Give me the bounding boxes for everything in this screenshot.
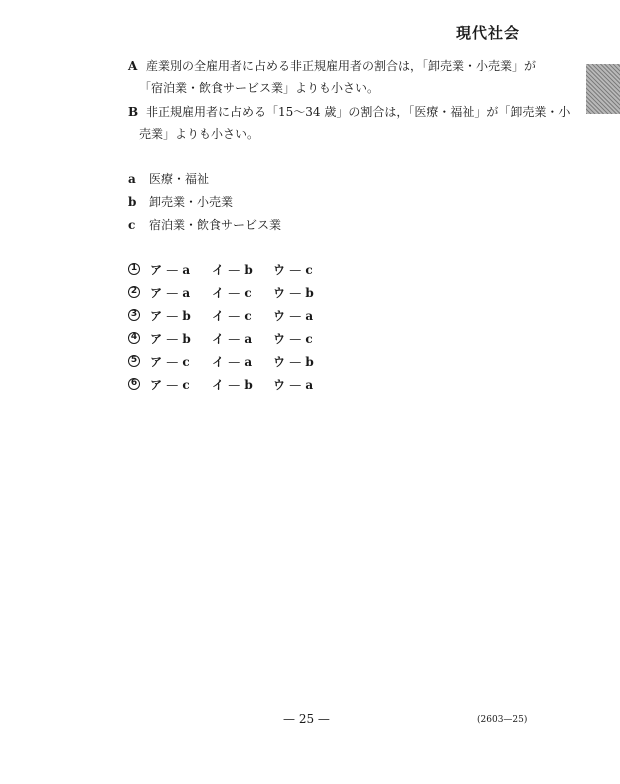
item-label: a [128, 172, 136, 186]
item-text: 宿泊業・飲食サービス業 [149, 218, 282, 232]
item-text: 医療・福祉 [149, 172, 210, 186]
item-label: c [128, 218, 136, 232]
pair-u: ウ — c [273, 263, 313, 277]
pair-a: ア — b [150, 309, 191, 323]
pair-i: イ — c [212, 309, 252, 323]
statement-a [128, 55, 536, 77]
option-number-circle: 3 [128, 309, 140, 321]
item-c [128, 215, 281, 235]
pair-a: ア — c [150, 378, 190, 392]
option-number-circle: 1 [128, 263, 140, 275]
statement-text: 非正規雇用者に占める「15〜34 歳」の割合は，「医療・福祉」が「卸売業・小 [146, 105, 571, 119]
pair-a: ア — a [150, 286, 191, 300]
pair-i: イ — b [212, 378, 253, 392]
pair-u: ウ — b [273, 355, 314, 369]
pair-i: イ — a [212, 355, 253, 369]
pair-i: イ — c [212, 286, 252, 300]
pair-u: ウ — a [273, 309, 314, 323]
pair-u: ウ — a [273, 378, 314, 392]
statement-text: 産業別の全雇用者に占める非正規雇用者の割合は，「卸売業・小売業」が [146, 59, 537, 73]
pair-i: イ — b [212, 263, 253, 277]
option-number-circle: 4 [128, 332, 140, 344]
statement-label: B [128, 105, 139, 119]
pair-a: ア — b [150, 332, 191, 346]
item-text: 卸売業・小売業 [149, 195, 234, 209]
statement-b [128, 101, 570, 123]
pair-i: イ — a [212, 332, 253, 346]
option-number-circle: 6 [128, 378, 140, 390]
page-number: — 25 — [283, 712, 330, 726]
option-number-circle: 2 [128, 286, 140, 298]
option-number-circle: 5 [128, 355, 140, 367]
item-label: b [128, 195, 137, 209]
pair-a: ア — a [150, 263, 191, 277]
pair-u: ウ — c [273, 332, 313, 346]
exam-code: (2603—25) [477, 715, 528, 725]
section-index-tab [586, 64, 620, 114]
subject-title: 現代社会 [455, 24, 520, 42]
pair-u: ウ — b [273, 286, 314, 300]
statement-b-continuation: 売業」よりも小さい。 [139, 127, 260, 141]
item-a [128, 169, 209, 189]
item-b [128, 192, 233, 212]
statement-a-continuation: 「宿泊業・飲食サービス業」よりも小さい。 [139, 81, 380, 95]
pair-a: ア — c [150, 355, 190, 369]
statement-label: A [128, 59, 138, 73]
